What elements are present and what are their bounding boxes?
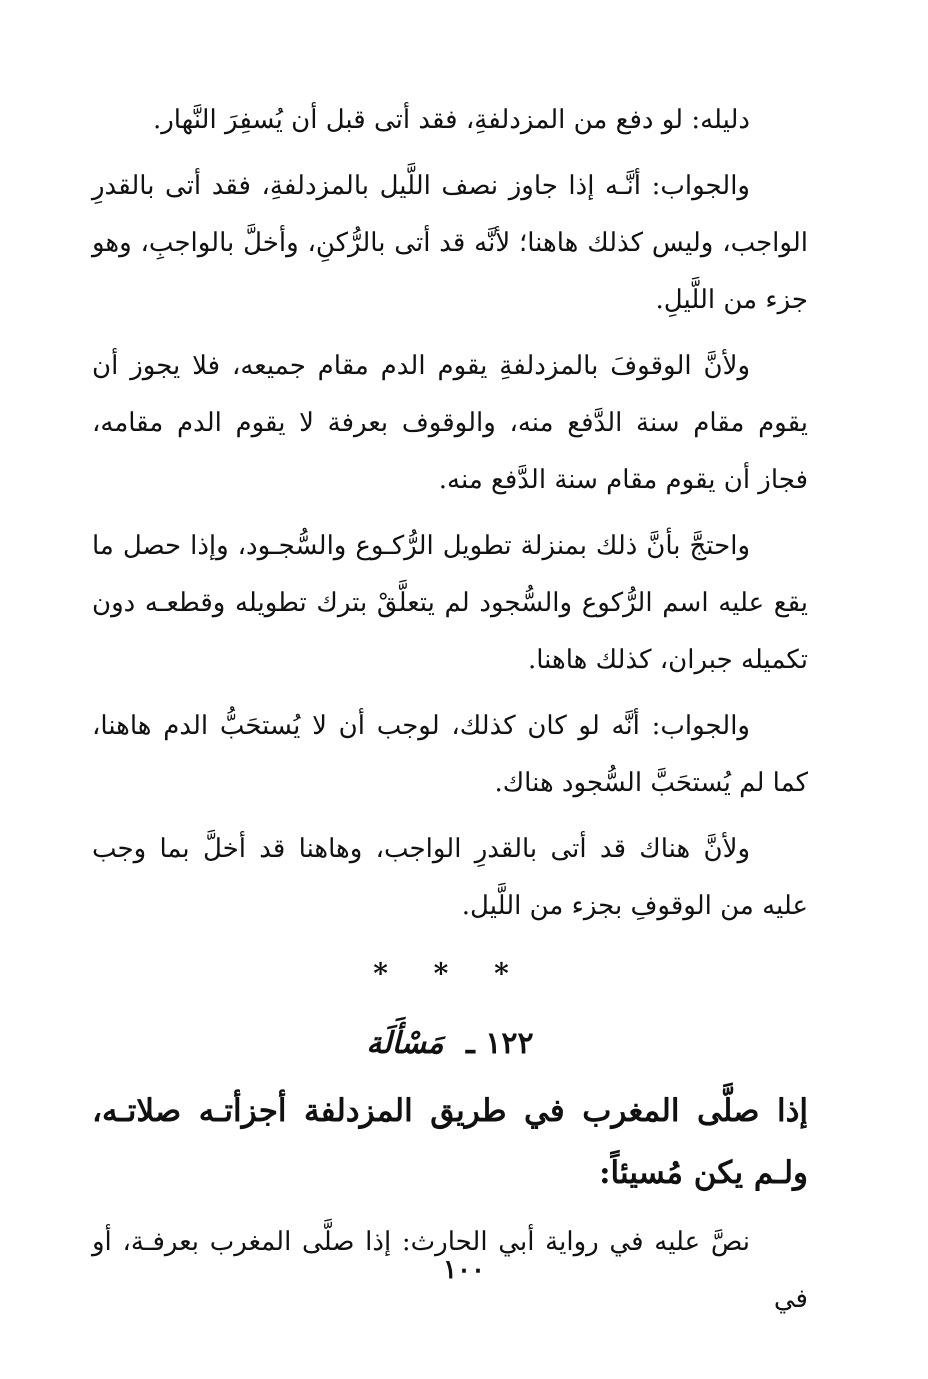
section-title: مَسْأَلَة [366,1026,444,1061]
section-number: ١٢٢ ـ [466,1026,534,1061]
paragraph-answer-2: والجواب: أنَّه لو كان كذلك، لوجب أن لا يُستحَبُّ الدم هاهنا، كما لم يُستحَبَّ السُّجود هناك. [92,711,808,798]
paragraph-answer-1: والجواب: أنَّـه إذا جاوز نصف اللَّيل بالمزدلفةِ، فقد أتى بالقدرِ الواجب، وليس كذلك هاهنا؛ لأنَّه قد أتى بالرُّكنِ، وأخلَّ بالواجبِ، وهو جزء من اللَّيلِ. [92,171,808,315]
paragraph-text-ref: نصَّ عليه في رواية أبي الحارث: إذا صلَّى المغرب بعرفـة، أو في [92,1227,808,1314]
question-heading: إذا صلَّى المغرب في طريق المزدلفة أجزأتـه صلاتـه، ولـم يكن مُسيئاً: [92,1093,808,1191]
paragraph-conclusion: ولأنَّ هناك قد أتى بالقدرِ الواجب، وهاهنا قد أخلَّ بما وجب عليه من الوقوفِ بجزء من اللَّيل. [92,834,808,921]
page-number: ١٠٠ [443,1255,485,1285]
section-separator: * * * [373,957,527,990]
section-heading [92,1014,808,1074]
paragraph-argument: واحتجَّ بأنَّ ذلك بمنزلة تطويل الرُّكـوع والسُّجـود، وإذا حصل ما يقع عليه اسم الرُّكوع والسُّجود لم يتعلَّقْ بترك تطويله وقطعـه دون تكميله جبران، كذلك هاهنا. [92,531,808,675]
paragraph-evidence: دليله: لو دفع من المزدلفةِ، فقد أتى قبل أن يُسفِرَ النَّهار. [152,105,750,135]
paragraph-standing-muzdalifa: ولأنَّ الوقوفَ بالمزدلفةِ يقوم الدم مقام جميعه، فلا يجوز أن يقوم مقام سنة الدَّفع منه، والوقوف بعرفة لا يقوم الدم مقامه، فجاز أن يقوم مقام سنة الدَّفع منه. [92,351,808,495]
page-body [92,92,808,1337]
